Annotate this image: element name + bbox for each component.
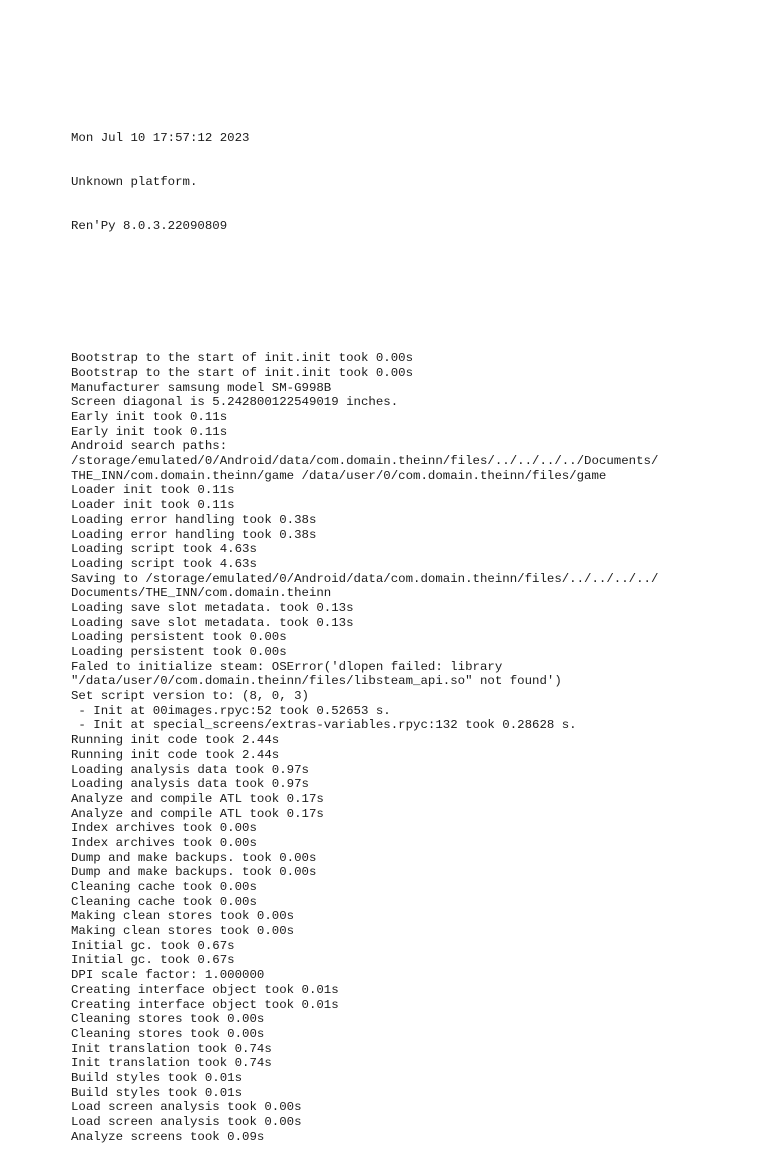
log-line: Init translation took 0.74s: [71, 1041, 272, 1056]
log-line: Dump and make backups. took 0.00s: [71, 850, 317, 865]
log-line: Creating interface object took 0.01s: [71, 997, 339, 1012]
log-line: /storage/emulated/0/Android/data/com.domain.theinn/files/../../../../Documents/: [71, 454, 659, 469]
header-spacer: [71, 293, 751, 322]
log-line: Loading save slot metadata. took 0.13s: [71, 600, 354, 615]
log-line: Documents/THE_INN/com.domain.theinn: [71, 586, 332, 601]
log-line: "/data/user/0/com.domain.theinn/files/libsteam_api.so" not found'): [71, 674, 562, 689]
log-platform: Unknown platform.: [71, 174, 198, 189]
log-line: Running init code took 2.44s: [71, 747, 280, 762]
log-line: Cleaning cache took 0.00s: [71, 880, 257, 895]
log-line: Index archives took 0.00s: [71, 821, 257, 836]
log-line: Loading save slot metadata. took 0.13s: [71, 615, 354, 630]
log-line: Initial gc. took 0.67s: [71, 953, 235, 968]
log-line: Initial gc. took 0.67s: [71, 938, 235, 953]
log-line: Android search paths:: [71, 439, 228, 454]
log-line: Cleaning stores took 0.00s: [71, 1012, 265, 1027]
log-line: Analyze and compile ATL took 0.17s: [71, 791, 324, 806]
log-line: Load screen analysis took 0.00s: [71, 1100, 302, 1115]
log-version: Ren'Py 8.0.3.22090809: [71, 219, 228, 233]
log-line: Analyze screens took 0.09s: [71, 1129, 265, 1144]
log-line: Cleaning cache took 0.00s: [71, 894, 257, 909]
log-line: Loader init took 0.11s: [71, 498, 235, 513]
log-line: Creating interface object took 0.01s: [71, 982, 339, 997]
log-line: Making clean stores took 0.00s: [71, 909, 295, 924]
log-line: Cleaning stores took 0.00s: [71, 1026, 265, 1041]
log-line: Analyze and compile ATL took 0.17s: [71, 806, 324, 821]
log-line: Loading analysis data took 0.97s: [71, 762, 309, 777]
log-document: [71, 72, 751, 1159]
log-date: Mon Jul 10 17:57:12 2023: [71, 130, 250, 145]
log-line: Screen diagonal is 5.242800122549019 inches.: [71, 395, 399, 410]
log-line: Loader init took 0.11s: [71, 483, 235, 498]
log-line: Saving to /storage/emulated/0/Android/data/com.domain.theinn/files/../../../../: [71, 571, 659, 586]
log-line: Build styles took 0.01s: [71, 1085, 243, 1100]
log-line: Loading analysis data took 0.97s: [71, 777, 309, 792]
log-line: Loading error handling took 0.38s: [71, 527, 317, 542]
log-line: Early init took 0.11s: [71, 424, 228, 439]
log-line: Running init code took 2.44s: [71, 733, 280, 748]
log-line: Dump and make backups. took 0.00s: [71, 865, 317, 880]
log-line: DPI scale factor: 1.000000: [71, 968, 265, 983]
log-line: Bootstrap to the start of init.init took 0.00s: [71, 351, 414, 366]
log-body: [71, 351, 751, 1144]
log-line: Loading script took 4.63s: [71, 542, 257, 557]
log-line: Making clean stores took 0.00s: [71, 924, 295, 939]
log-line: Faled to initialize steam: OSError('dlopen failed: library: [71, 659, 503, 674]
log-line: Manufacturer samsung model SM-G998B: [71, 380, 332, 395]
log-line: - Init at 00images.rpyc:52 took 0.52653 s.: [71, 703, 391, 718]
log-line: Loading script took 4.63s: [71, 556, 257, 571]
log-line: Loading error handling took 0.38s: [71, 512, 317, 527]
log-line: - Init at special_screens/extras-variables.rpyc:132 took 0.28628 s.: [71, 718, 577, 733]
log-line: Loading persistent took 0.00s: [71, 630, 287, 645]
log-line: Bootstrap to the start of init.init took 0.00s: [71, 365, 414, 380]
log-line: Early init took 0.11s: [71, 410, 228, 425]
log-line: Set script version to: (8, 0, 3): [71, 689, 309, 704]
log-line: Build styles took 0.01s: [71, 1070, 243, 1085]
log-header: [71, 101, 751, 263]
log-line: THE_INN/com.domain.theinn/game /data/user/0/com.domain.theinn/files/game: [71, 468, 607, 483]
log-line: Loading persistent took 0.00s: [71, 645, 287, 660]
log-line: Init translation took 0.74s: [71, 1056, 272, 1071]
log-line: Index archives took 0.00s: [71, 835, 257, 850]
log-line: Load screen analysis took 0.00s: [71, 1115, 302, 1130]
